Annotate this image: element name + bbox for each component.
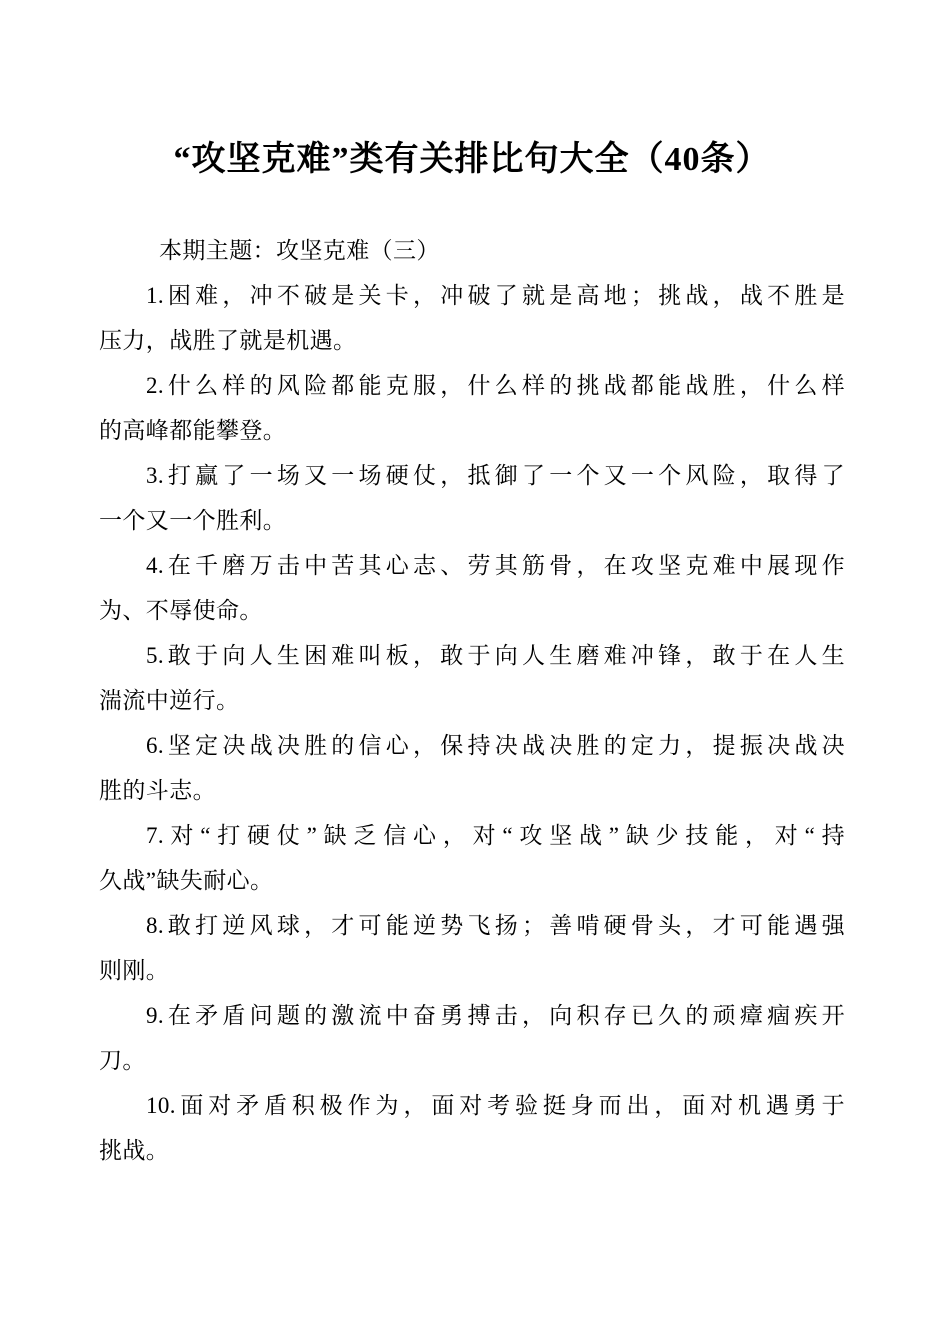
text-line: 5.敢于向人生困难叫板，敢于向人生磨难冲锋，敢于在人生 (146, 643, 845, 668)
text-line: 为、不辱使命。 (99, 598, 263, 623)
text-line: 压力，战胜了就是机遇。 (99, 328, 357, 353)
topic-line: 本期主题：攻坚克难（三） (159, 238, 440, 263)
text-line: 挑战。 (99, 1138, 170, 1163)
text-line: 一个又一个胜利。 (99, 508, 287, 533)
text-line: 湍流中逆行。 (99, 688, 240, 713)
text-line: 4.在千磨万击中苦其心志、劳其筋骨，在攻坚克难中展现作 (146, 553, 845, 578)
list-item-9 (99, 993, 845, 1083)
text-line: 胜的斗志。 (99, 778, 216, 803)
text-line: 9.在矛盾问题的激流中奋勇搏击，向积存已久的顽瘴痼疾开 (146, 1003, 845, 1028)
text-line: 的高峰都能攀登。 (99, 418, 287, 443)
text-line: 10.面对矛盾积极作为，面对考验挺身而出，面对机遇勇于 (146, 1093, 845, 1118)
text-line: 2.什么样的风险都能克服，什么样的挑战都能战胜，什么样 (146, 373, 845, 398)
text-line: 久战”缺失耐心。 (99, 868, 274, 893)
text-line: 刀。 (99, 1048, 146, 1073)
list-item-4 (99, 543, 845, 633)
list-item-1 (99, 273, 845, 363)
list-item-3 (99, 453, 845, 543)
document-title: “攻坚克难”类有关排比句大全（40条） (173, 141, 771, 178)
list-item-10 (99, 1083, 845, 1173)
text-line: 8.敢打逆风球，才可能逆势飞扬；善啃硬骨头，才可能遇强 (146, 913, 845, 938)
list-item-7 (99, 813, 845, 903)
list-item-5 (99, 633, 845, 723)
document-body (99, 228, 845, 1173)
list-item-2 (99, 363, 845, 453)
text-line: 6.坚定决战决胜的信心，保持决战决胜的定力，提振决战决 (146, 733, 845, 758)
text-line: 则刚。 (99, 958, 170, 983)
list-item-6 (99, 723, 845, 813)
text-line: 7.对“打硬仗”缺乏信心，对“攻坚战”缺少技能，对“持 (146, 823, 845, 848)
text-line: 1.困难，冲不破是关卡，冲破了就是高地；挑战，战不胜是 (146, 283, 845, 308)
text-line: 3.打赢了一场又一场硬仗，抵御了一个又一个风险，取得了 (146, 463, 845, 488)
list-item-8 (99, 903, 845, 993)
